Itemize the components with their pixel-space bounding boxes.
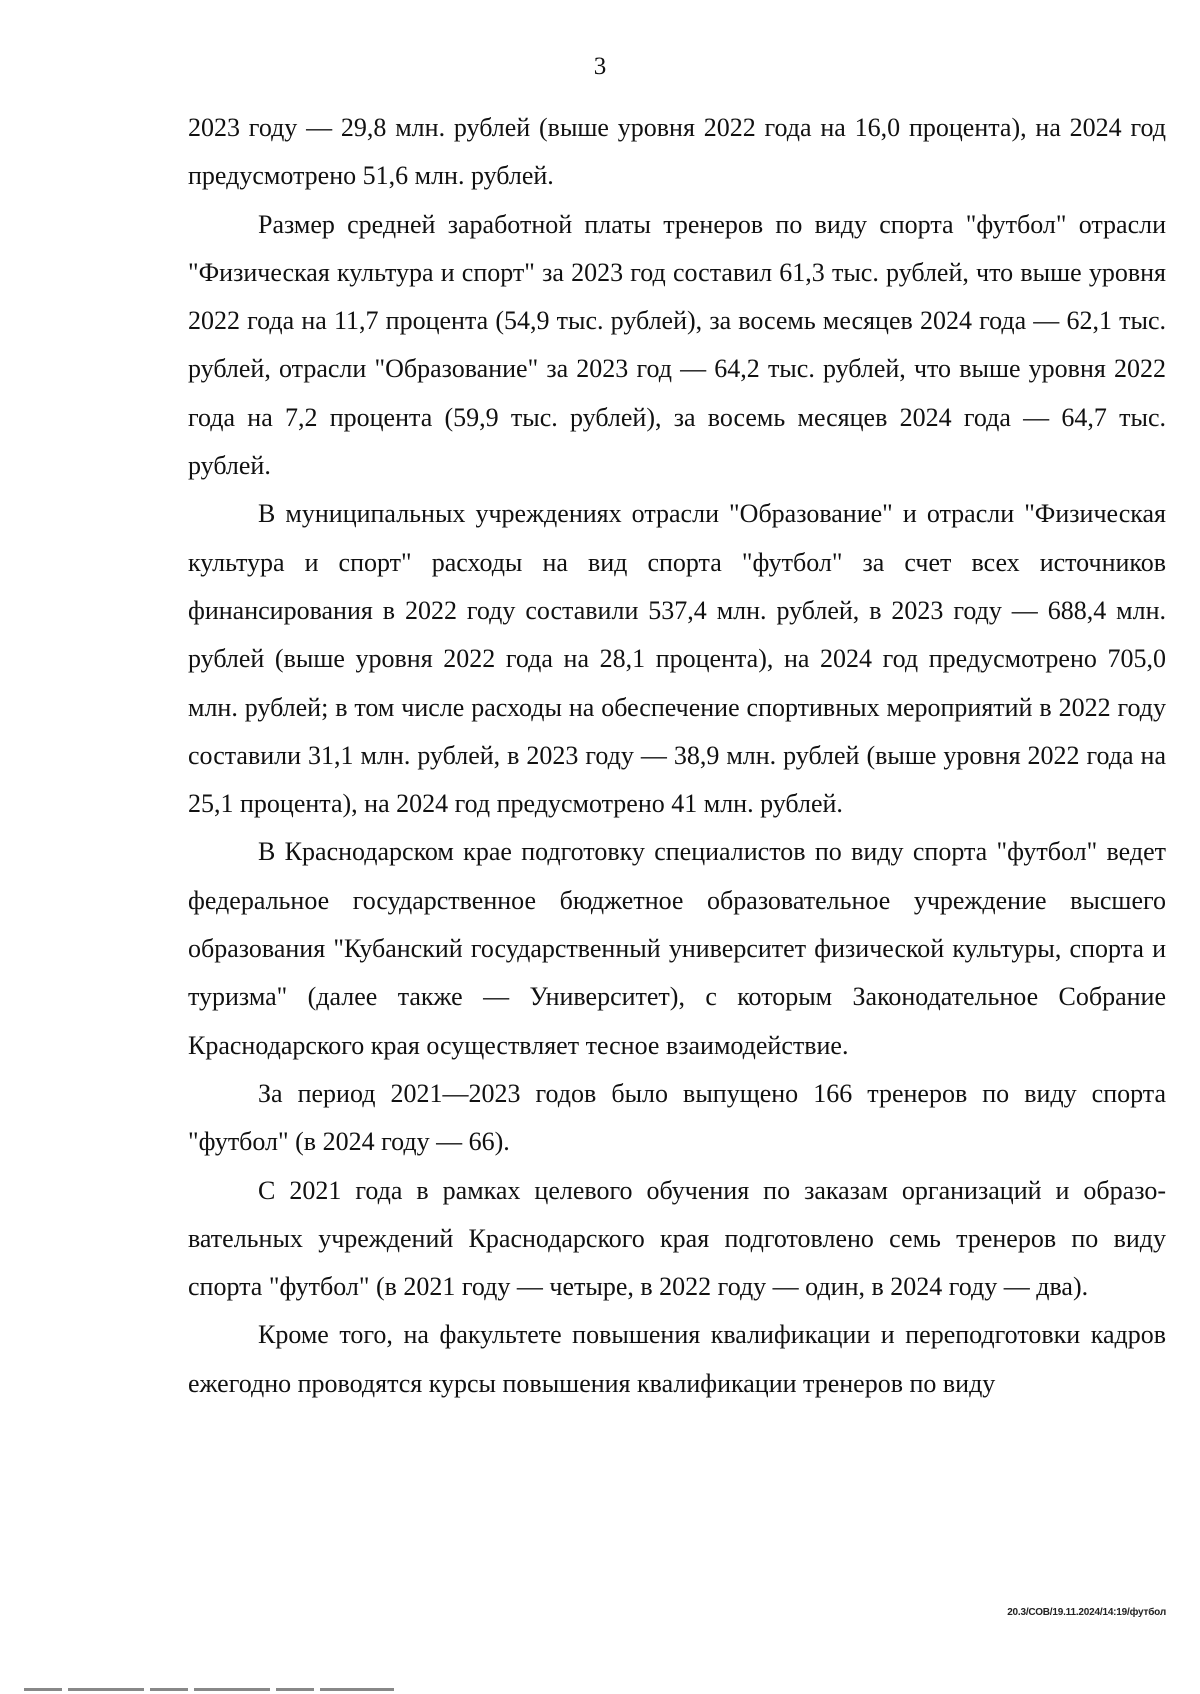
paragraph-university-training: В Краснодарском крае подготовку специалистов по виду спорта "футбол" ведет федеральное государственное бюджетное образовательное учреждение высшего образования "Кубанский государственный университет физической культуры, спорта и туризма" (далее также — Университет), с которым Законодательное Собрание Краснодарского края осуществляет тесное взаимодействие. — [188, 837, 1166, 1060]
paragraph-coach-salary: Размер средней заработной платы тренеров по виду спорта "футбол" отрасли "Физическая культура и спорт" за 2023 год составил 61,3 тыс. рублей, что выше уровня 2022 года на 11,7 процента (54,9 тыс. рублей), за восемь месяцев 2024 года — 62,1 тыс. рублей, отрасли "Образование" за 2023 год — 64,2 тыс. рублей, что выше уровня 2022 года на 7,2 процента (59,9 тыс. рублей), за восемь месяцев 2024 года — 64,7 тыс. рублей. — [188, 209, 1166, 481]
document-body — [188, 104, 1166, 1408]
scan-edge-artifact — [24, 1688, 394, 1691]
page-number: 3 — [593, 53, 607, 80]
paragraph-targeted-training: С 2021 года в рамках целевого обучения по заказам организаций и образовательных учреждений Краснодарского края подготовлено семь тренеров по виду спорта "футбол" (в 2021 году — четыре, в 2022 году — один, в 2024 году — два). — [188, 1175, 1166, 1302]
document-footer-code: 20.3/СОВ/19.11.2024/14:19/футбол — [1007, 1607, 1166, 1618]
paragraph-graduates: За период 2021—2023 годов было выпущено 166 тренеров по виду спорта "футбол" (в 2024 году — 66). — [188, 1078, 1166, 1157]
paragraph-qualification-courses: Кроме того, на факультете повышения квалификации и переподготовки кадров ежегодно проводятся курсы повышения квалификации тренеров по виду — [188, 1320, 1166, 1398]
paragraph-municipal-expenses: В муниципальных учреждениях отрасли "Образование" и отрасли "Физическая культура и спорт" расходы на вид спорта "футбол" за счет всех источников финансирования в 2022 году составили 537,4 млн. рублей, в 2023 году — 688,4 млн. рублей (выше уровня 2022 года на 28,1 процента), на 2024 год предусмотрено 705,0 млн. рублей; в том числе расходы на обеспечение спортивных мероприятий в 2022 году составили 31,1 млн. рублей, в 2023 году — 38,9 млн. рублей (выше уровня 2022 года на 25,1 процента), на 2024 год предусмотрено 41 млн. рублей. — [188, 499, 1166, 819]
paragraph-continuation: 2023 году — 29,8 млн. рублей (выше уровня 2022 года на 16,0 процента), на 2024 год предусмотрено 51,6 млн. рублей. — [188, 113, 1166, 191]
